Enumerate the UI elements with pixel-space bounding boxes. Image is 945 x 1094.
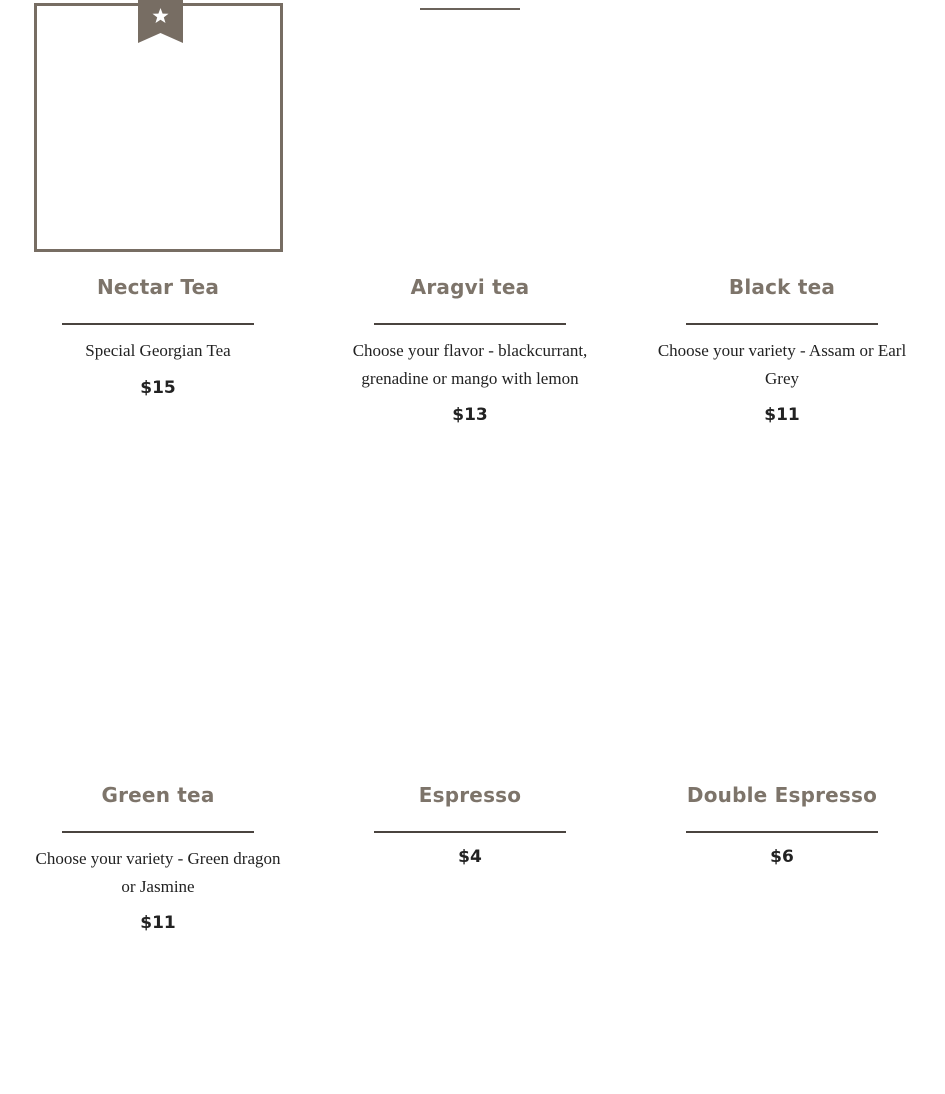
item-divider <box>62 323 254 325</box>
item-title: Green tea <box>101 783 215 807</box>
item-price: $13 <box>452 405 488 425</box>
item-divider <box>62 831 254 833</box>
item-price: $11 <box>764 405 800 425</box>
item-description: Choose your flavor - blackcurrant, grenadine or mango with lemon <box>352 341 588 388</box>
menu-item-nectar-tea <box>33 273 283 398</box>
item-description: Special Georgian Tea <box>85 341 231 360</box>
item-price: $11 <box>140 913 176 933</box>
menu-item-aragvi-tea <box>345 273 595 425</box>
item-divider <box>686 831 878 833</box>
item-divider <box>686 323 878 325</box>
item-title: Nectar Tea <box>96 275 220 299</box>
menu-item-espresso <box>345 781 595 867</box>
item-divider <box>374 323 566 325</box>
item-price: $4 <box>458 847 482 867</box>
item-price: $6 <box>770 847 794 867</box>
featured-star-ribbon-icon <box>138 0 183 43</box>
menu-item-black-tea <box>657 273 907 425</box>
item-description: Choose your variety - Green dragon or Jasmine <box>35 849 281 896</box>
item-description: Choose your variety - Assam or Earl Grey <box>657 341 907 388</box>
item-price: $15 <box>140 377 176 398</box>
item-title: Aragvi tea <box>410 275 530 299</box>
menu-item-green-tea <box>33 781 283 933</box>
item-title: Double Espresso <box>686 783 878 807</box>
item-divider <box>374 831 566 833</box>
top-divider <box>420 8 520 10</box>
item-title: Espresso <box>418 783 522 807</box>
menu-item-double-espresso <box>657 781 907 867</box>
item-title: Black tea <box>728 275 836 299</box>
